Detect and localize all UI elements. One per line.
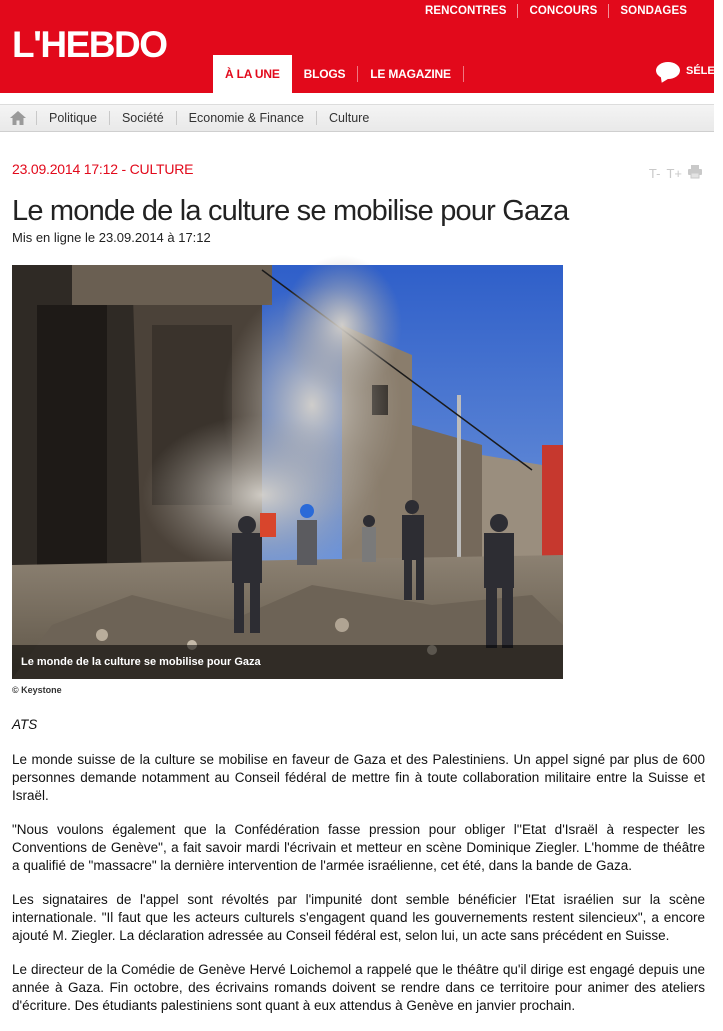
article-paragraph: Le directeur de la Comédie de Genève Hervé Loichemol a rappelé que le théâtre qu'il dirige est engagé depuis une année à Gaza. Fin octobre, des écrivains romands doivent se rendre dans ce territoire pour animer des ateliers d'écriture. Des étudiants palestiniens sont quant à eux attendus à Genève en janvier prochain.: [12, 962, 705, 1013]
photo-credit: © Keystone: [12, 685, 62, 695]
section-link-economie-finance[interactable]: Economie & Finance: [188, 111, 304, 125]
gaza-street-photo: [12, 265, 563, 679]
article-paragraph: Les signataires de l'appel sont révoltés par l'impunité dont semble bénéficier l'Etat israélien sur la scène internationale. "Il faut que les acteurs culturels s'engagent quand les gouvernements restent silencieux", a encore ajouté M. Ziegler. La déclaration adressée au Conseil fédéral est, selon lui, un acte sans précédent en Suisse.: [12, 892, 705, 943]
article-body: [12, 716, 705, 1031]
publish-date: Mis en ligne le 23.09.2014 à 17:12: [12, 230, 211, 245]
print-icon[interactable]: [688, 165, 702, 181]
article-source: ATS: [12, 717, 38, 732]
selection-label: SÉLEC: [686, 64, 723, 77]
article-tools: [649, 165, 702, 181]
main-nav: [213, 55, 464, 93]
speech-bubble-icon: [656, 62, 680, 79]
divider: [463, 66, 464, 82]
selection-button[interactable]: [656, 62, 723, 79]
section-link-culture[interactable]: Culture: [329, 111, 370, 125]
increase-font-button[interactable]: T+: [666, 165, 682, 181]
home-icon[interactable]: [0, 104, 36, 132]
nav-item-blogs[interactable]: BLOGS: [303, 67, 346, 81]
top-link-concours[interactable]: CONCOURS: [529, 5, 598, 17]
article-paragraph: "Nous voulons également que la Confédération fasse pression pour obliger l''Etat d'Israël à respecter les Conventions de Genève", a fait savoir mardi l'écrivain et metteur en scène Dominique Ziegler. L'homme de théâtre a qualifié de "massacre" la dernière intervention de l'armée israélienne, cet été, dans la bande de Gaza.: [12, 822, 705, 873]
logo-text: L'HEBDO: [12, 24, 167, 65]
site-logo[interactable]: [12, 22, 167, 68]
top-link-rencontres[interactable]: RENCONTRES: [424, 5, 507, 17]
section-nav: [0, 104, 714, 132]
decrease-font-button[interactable]: T-: [648, 165, 661, 181]
site-header: [0, 0, 723, 93]
article-photo: [12, 265, 563, 679]
section-link-politique[interactable]: Politique: [49, 111, 97, 125]
photo-caption: Le monde de la culture se mobilise pour Gaza: [12, 645, 563, 679]
top-links: [414, 0, 698, 22]
article-paragraph: Le monde suisse de la culture se mobilise en faveur de Gaza et des Palestiniens. Un appel signé par plus de 600 personnes demande notamment au Conseil fédéral de mettre fin à toute collaboration militaire entre la Suisse et Israël.: [12, 752, 705, 803]
nav-item-a-la-une[interactable]: À LA UNE: [213, 55, 292, 93]
article-title: Le monde de la culture se mobilise pour Gaza: [12, 195, 569, 227]
article-dateline: 23.09.2014 17:12 - CULTURE: [12, 161, 194, 177]
nav-item-le-magazine[interactable]: LE MAGAZINE: [370, 67, 451, 81]
section-link-societe[interactable]: Société: [121, 111, 164, 125]
top-link-sondages[interactable]: SONDAGES: [620, 5, 687, 17]
